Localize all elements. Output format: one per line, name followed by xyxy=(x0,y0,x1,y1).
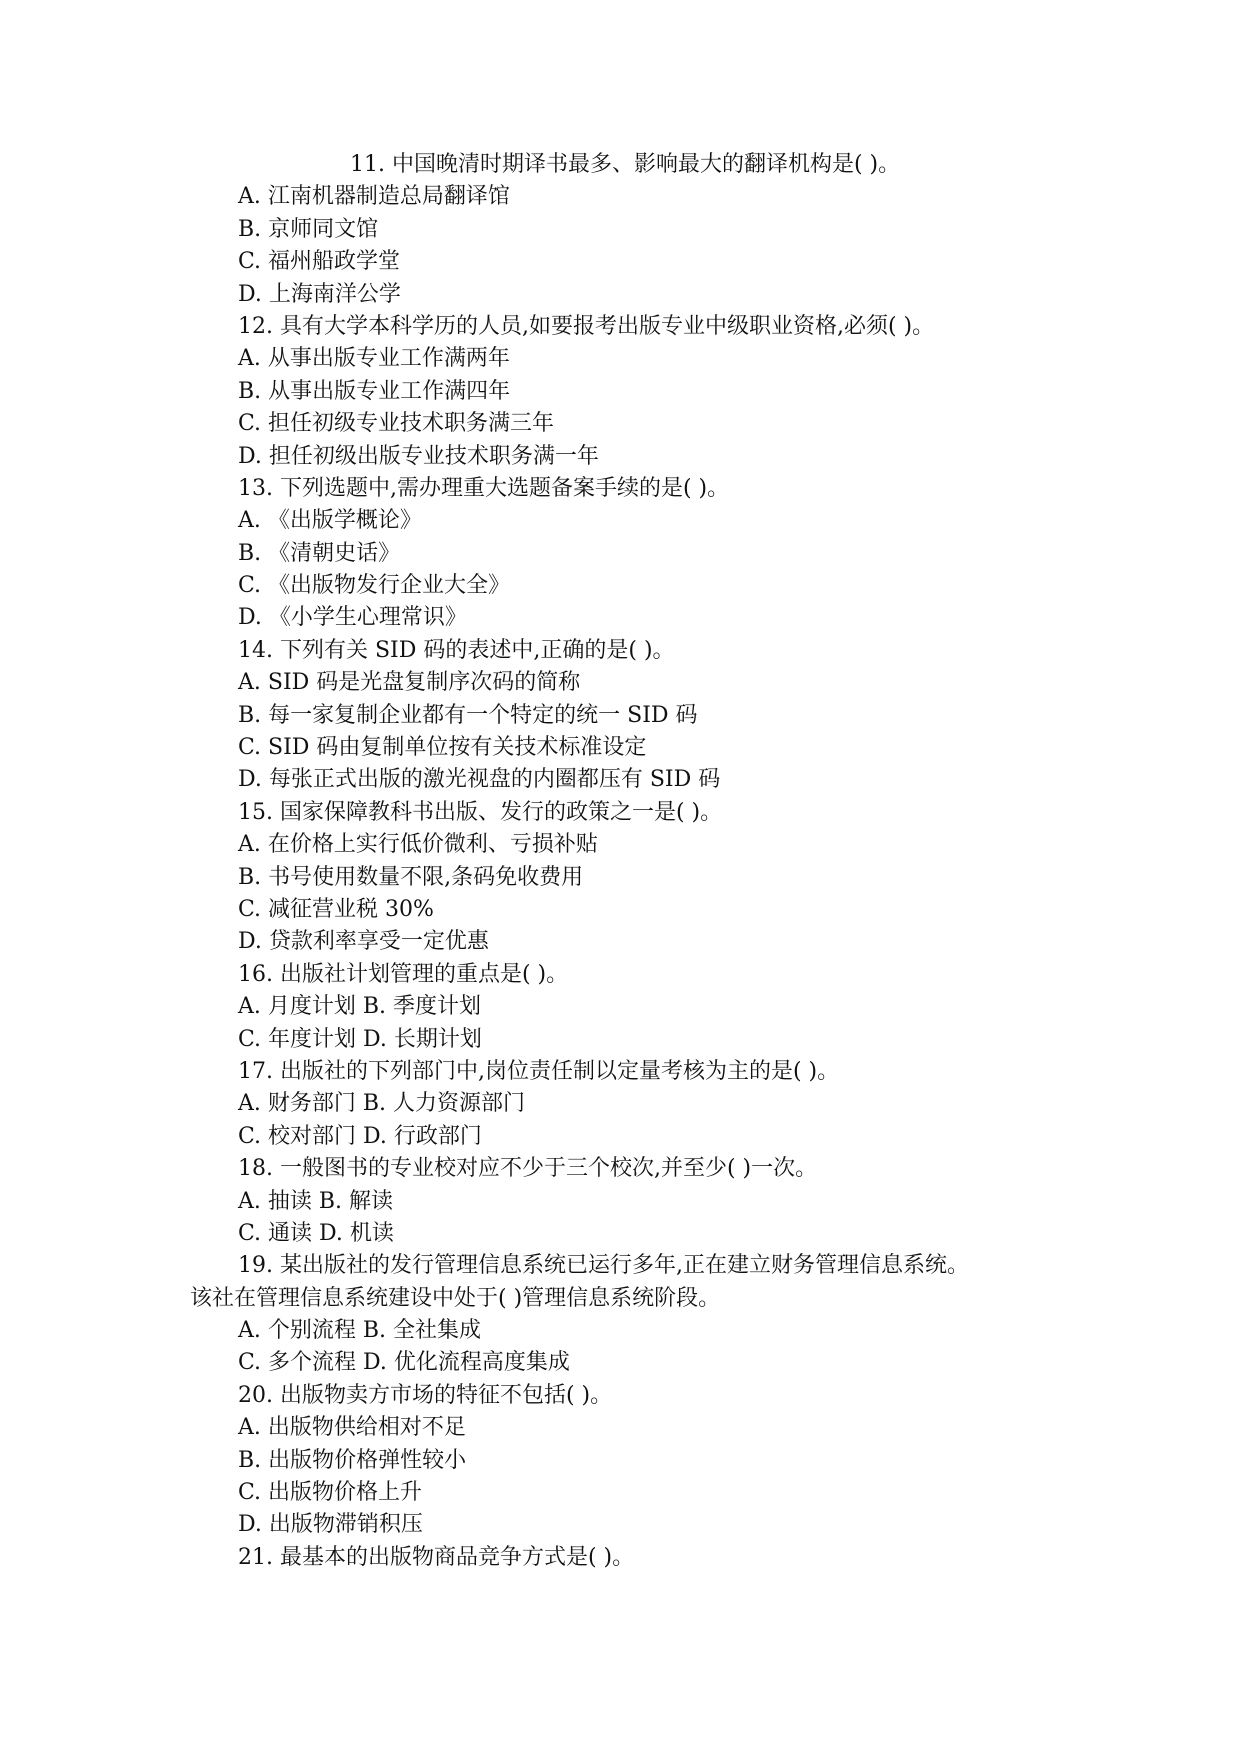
question-line: 21. 最基本的出版物商品竞争方式是( )。 xyxy=(238,1544,635,1570)
question-line: 18. 一般图书的专业校对应不少于三个校次,并至少( )一次。 xyxy=(238,1156,818,1182)
question-continuation-line: 该社在管理信息系统建设中处于( )管理信息系统阶段。 xyxy=(190,1285,721,1311)
option-line: C. 出版物价格上升 xyxy=(238,1480,423,1506)
question-line: 19. 某出版社的发行管理信息系统已运行多年,正在建立财务管理信息系统。 xyxy=(238,1253,969,1279)
question-line: 12. 具有大学本科学历的人员,如要报考出版专业中级职业资格,必须( )。 xyxy=(238,313,935,339)
option-line: A. 出版物供给相对不足 xyxy=(238,1415,466,1441)
option-line: C. 《出版物发行企业大全》 xyxy=(238,573,511,599)
option-line: C. 减征营业税 30% xyxy=(238,896,434,922)
option-line: C. 年度计划 D. 长期计划 xyxy=(238,1026,482,1052)
question-line: 17. 出版社的下列部门中,岗位责任制以定量考核为主的是( )。 xyxy=(238,1058,840,1084)
option-line: C. 担任初级专业技术职务满三年 xyxy=(238,411,555,437)
option-line: A. SID 码是光盘复制序次码的简称 xyxy=(238,670,581,696)
option-line: B. 书号使用数量不限,条码免收费用 xyxy=(238,864,584,890)
question-line: 13. 下列选题中,需办理重大选题备案手续的是( )。 xyxy=(238,475,730,501)
question-line: 15. 国家保障教科书出版、发行的政策之一是( )。 xyxy=(238,799,723,825)
option-line: C. 校对部门 D. 行政部门 xyxy=(238,1123,482,1149)
option-line: D. 每张正式出版的激光视盘的内圈都压有 SID 码 xyxy=(238,767,721,793)
option-line: B. 京师同文馆 xyxy=(238,216,379,242)
question-line: 14. 下列有关 SID 码的表述中,正确的是( )。 xyxy=(238,637,675,663)
option-line: C. 多个流程 D. 优化流程高度集成 xyxy=(238,1350,570,1376)
question-line: 16. 出版社计划管理的重点是( )。 xyxy=(238,961,569,987)
option-line: B. 每一家复制企业都有一个特定的统一 SID 码 xyxy=(238,702,698,728)
option-line: A. 抽读 B. 解读 xyxy=(238,1188,394,1214)
option-line: D. 出版物滞销积压 xyxy=(238,1512,423,1538)
option-line: A. 从事出版专业工作满两年 xyxy=(238,346,510,372)
option-line: A. 《出版学概论》 xyxy=(238,508,422,534)
option-line: A. 江南机器制造总局翻译馆 xyxy=(238,184,510,210)
option-line: A. 财务部门 B. 人力资源部门 xyxy=(238,1091,526,1117)
option-line: D. 《小学生心理常识》 xyxy=(238,605,467,631)
option-line: D. 上海南洋公学 xyxy=(238,281,401,307)
option-line: B. 出版物价格弹性较小 xyxy=(238,1447,467,1473)
question-line: 11. 中国晚清时期译书最多、影响最大的翻译机构是( )。 xyxy=(350,152,901,177)
option-line: C. SID 码由复制单位按有关技术标准设定 xyxy=(238,735,647,761)
option-line: B. 从事出版专业工作满四年 xyxy=(238,378,511,404)
option-line: B. 《清朝史话》 xyxy=(238,540,401,566)
option-line: A. 月度计划 B. 季度计划 xyxy=(238,994,482,1020)
option-line: D. 担任初级出版专业技术职务满一年 xyxy=(238,443,599,469)
option-line: A. 在价格上实行低价微利、亏损补贴 xyxy=(238,832,598,858)
option-line: C. 通读 D. 机读 xyxy=(238,1220,394,1246)
option-line: C. 福州船政学堂 xyxy=(238,249,401,275)
option-line: A. 个别流程 B. 全社集成 xyxy=(238,1318,482,1344)
question-line: 20. 出版物卖方市场的特征不包括( )。 xyxy=(238,1382,613,1408)
option-line: D. 贷款利率享受一定优惠 xyxy=(238,929,489,955)
question-list xyxy=(190,149,1090,1574)
